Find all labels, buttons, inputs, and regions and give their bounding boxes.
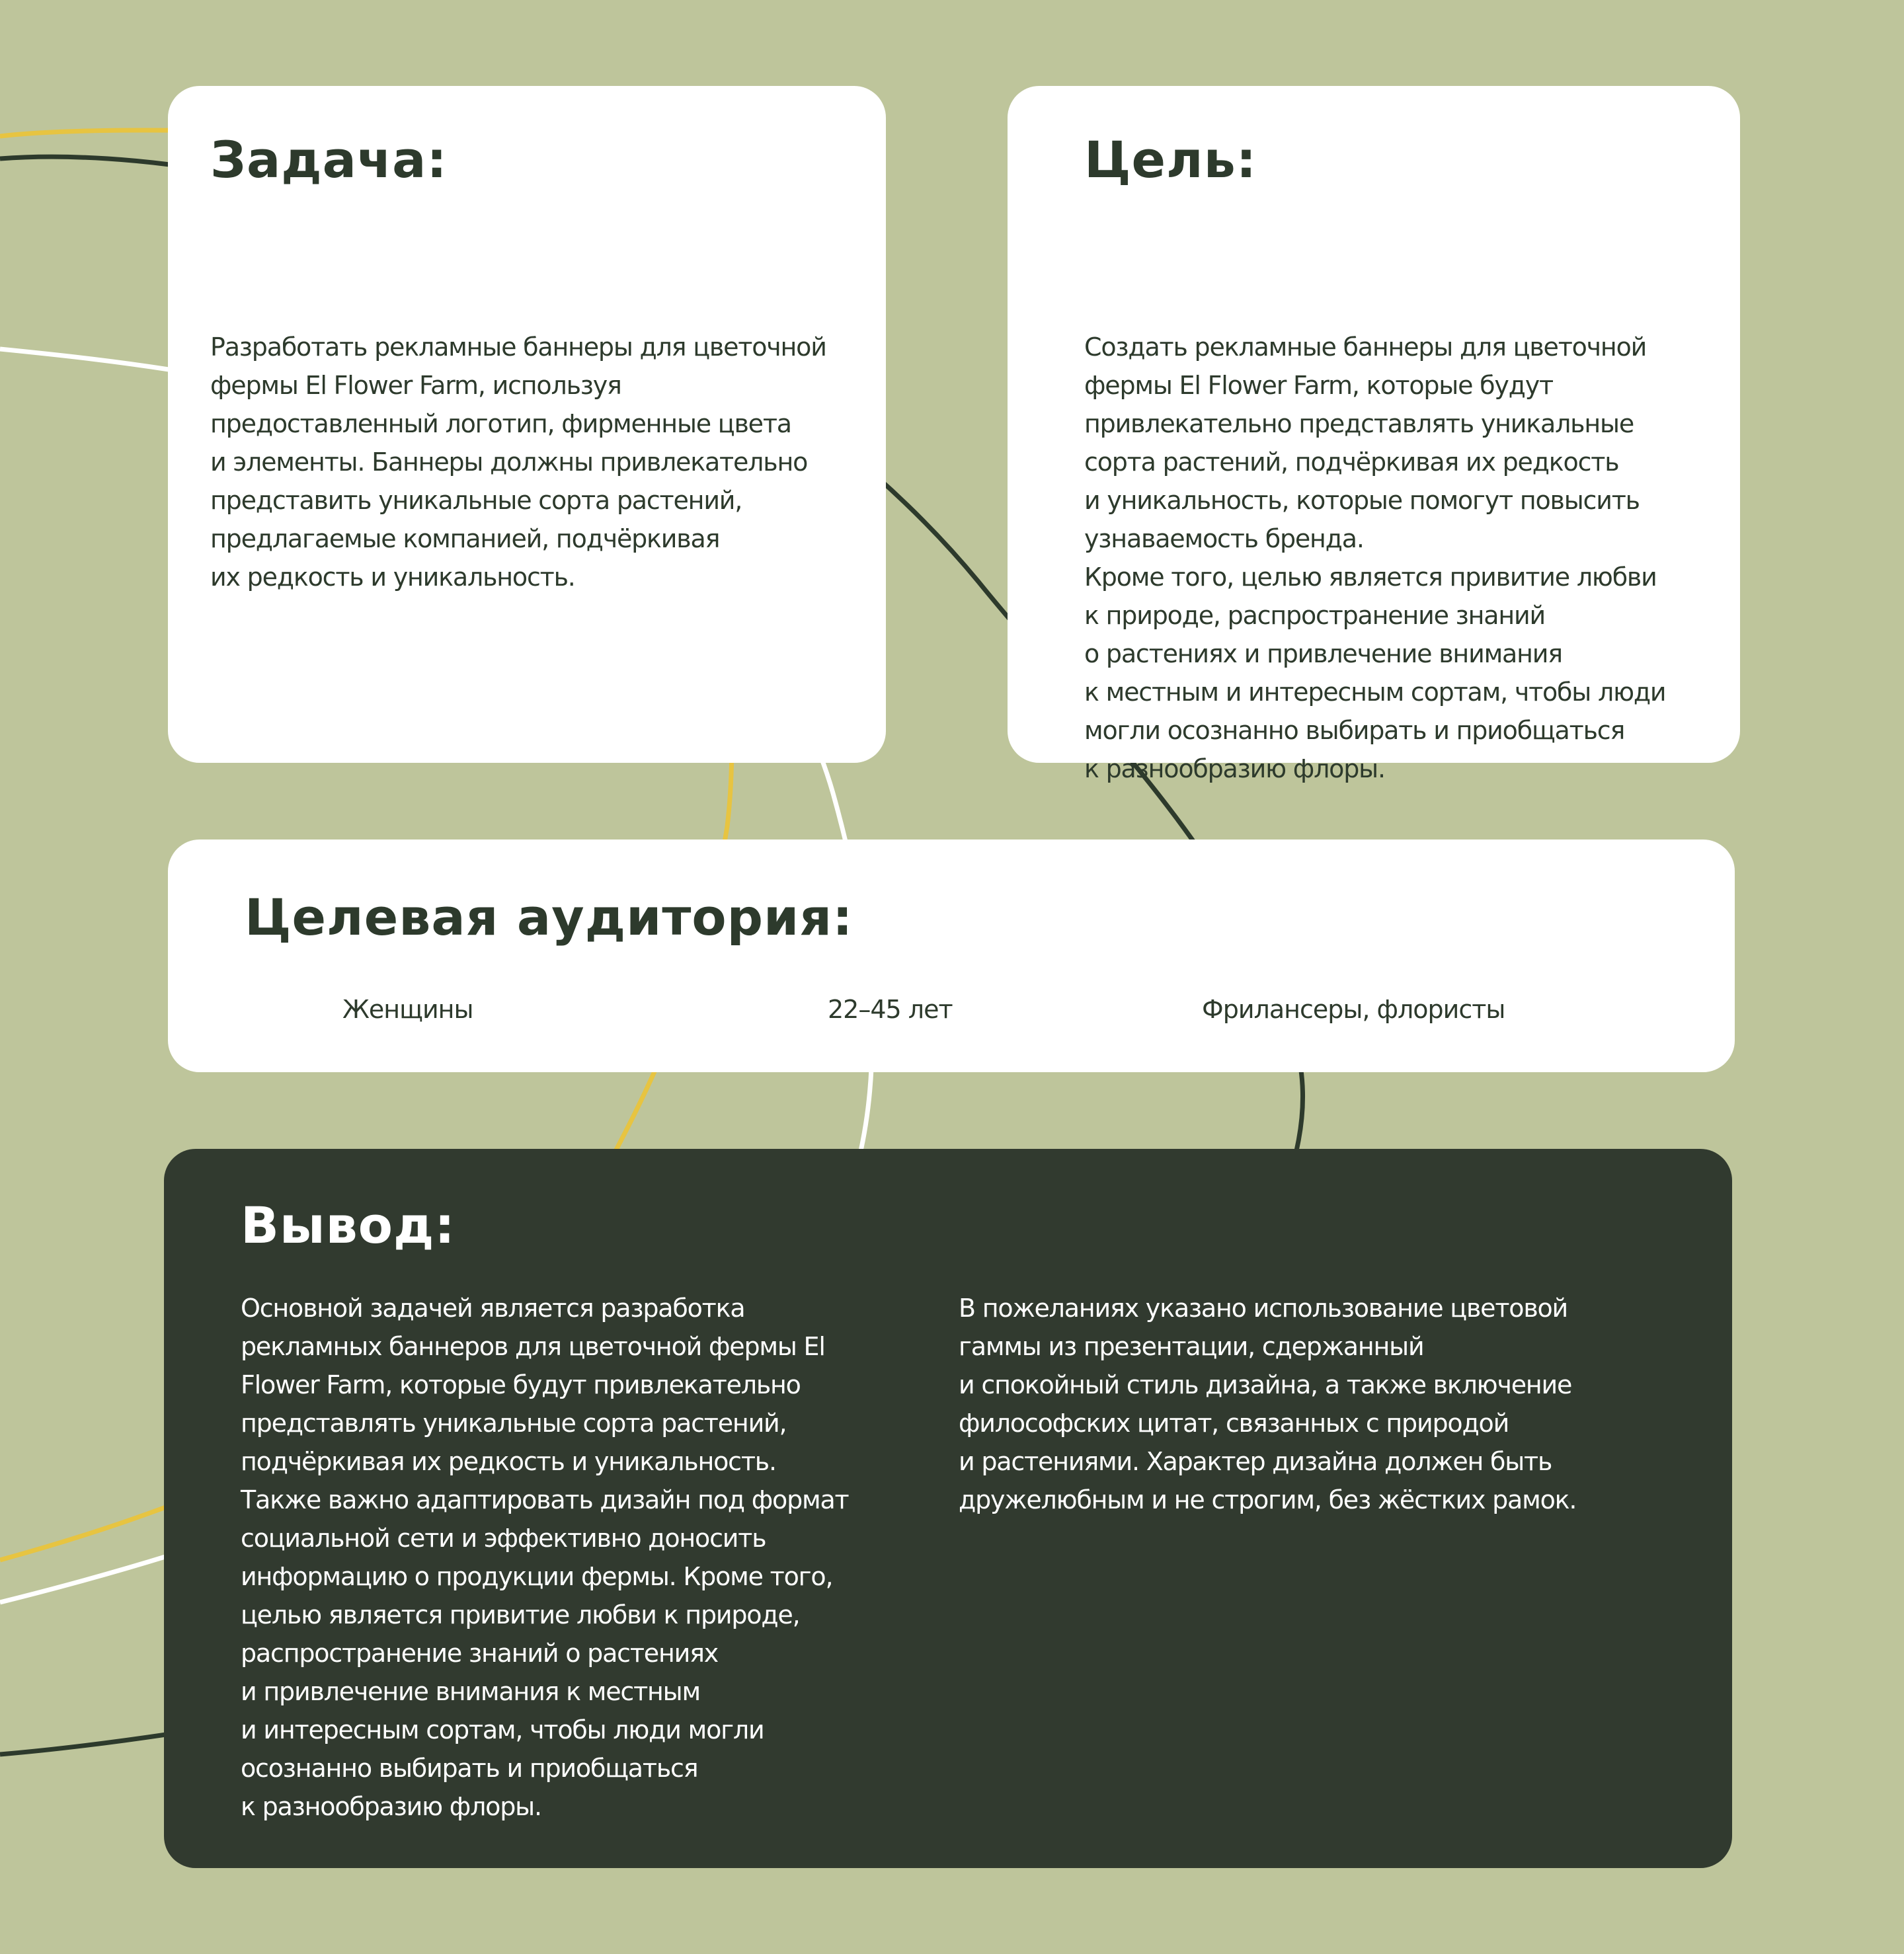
goal-card	[1008, 86, 1740, 783]
audience-title: Целевая аудитория:	[245, 888, 853, 947]
audience-age: 22–45 лет	[828, 995, 953, 1024]
task-title: Задача:	[210, 130, 448, 189]
audience-occupation: Фрилансеры, флористы	[1202, 995, 1505, 1024]
audience-gender: Женщины	[342, 995, 473, 1024]
audience-card	[168, 840, 1735, 1072]
task-card	[168, 86, 886, 763]
task-text: Разработать рекламные баннеры для цветочной фермы El Flower Farm, используя предоставленный логотип, фирменные цвета и элементы. Баннеры должны привлекательно представить уникальные сорта растений, предлагаемые компанией, подчёркивая их редкость и уникальность.	[210, 332, 826, 592]
conclusion-title: Вывод:	[241, 1196, 456, 1255]
conclusion-left-text: Основной задачей является разработка рекламных баннеров для цветочной фермы El Flower Farm, которые будут привлекательно представлять уникальные сорта растений, подчёркивая их редкость и уникальность. Также важно адаптировать дизайн под формат социальной сети и эффективно доносить информацию о продукции фермы. Кроме того, целью является привитие любви к природе, распространение знаний о растениях и привлечение внимания к местным и интересным сортам, чтобы люди могли осознанно выбирать и приобщаться к разнообразию флоры.	[241, 1294, 849, 1821]
conclusion-card	[164, 1149, 1732, 1868]
goal-text: Создать рекламные баннеры для цветочной фермы El Flower Farm, которые будут привлекательно представлять уникальные сорта растений, подчёркивая их редкость и уникальность, которые помогут повысить узнаваемость бренда. Кроме того, целью является привитие любви к природе, распространение знаний о растениях и привлечение внимания к местным и интересным сортам, чтобы люди могли осознанно выбирать и приобщаться к разнообразию флоры.	[1084, 332, 1666, 783]
goal-title: Цель:	[1084, 130, 1257, 189]
conclusion-right-text: В пожеланиях указано использование цветовой гаммы из презентации, сдержанный и спокойный стиль дизайна, а также включение философских цитат, связанных с природой и растениями. Характер дизайна должен быть дружелюбным и не строгим, без жёстких рамок.	[959, 1294, 1577, 1514]
